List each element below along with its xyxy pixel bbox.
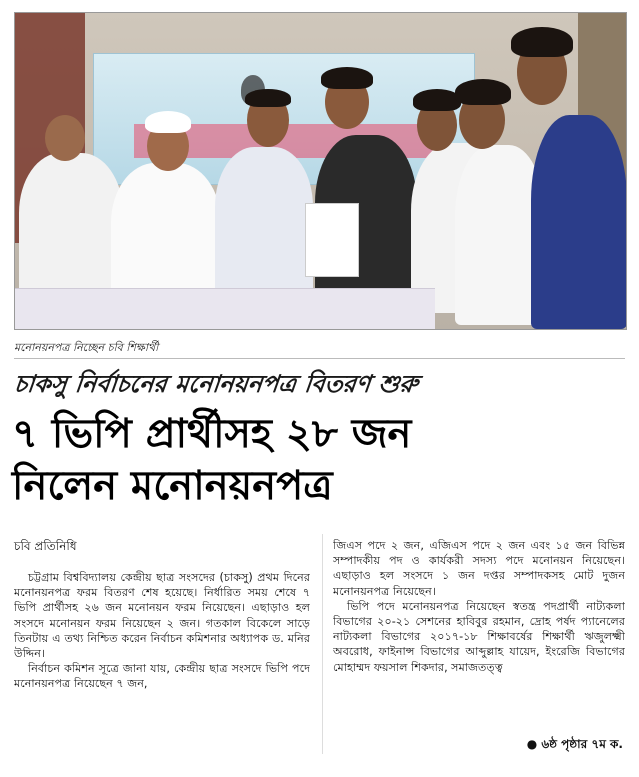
body-column-right [333,538,625,748]
divider [14,358,625,359]
body-paragraph: জিএস পদে ২ জন, এজিএস পদে ২ জন এবং ১৫ জন বিভিন্ন সম্পাদকীয় পদ ও কার্যকরী সদস্য পদে মনোনয়ন নিয়েছেন। এছাড়াও হল সংসদে ১ জন দপ্তর সম্পাদকসহ মোট দুজন মনোনয়নপত্র নিয়েছেন। [333,539,625,598]
photo-person [215,147,313,297]
photo-table [15,288,435,329]
continued-on-page: ● ৬ষ্ঠ পৃষ্ঠার ৭ম ক. [526,737,623,751]
photo-caption: মনোনয়নপত্র নিচ্ছেন চবি শিক্ষার্থী [14,341,159,354]
kicker-headline: চাকসু নির্বাচনের মনোনয়নপত্র বিতরণ শুরু [12,370,420,398]
body-column-left [14,570,310,770]
headline-line-1: ৭ ভিপি প্রার্থীসহ ২৮ জন [12,411,412,457]
headline-line-2: নিলেন মনোনয়নপত্র [12,463,333,509]
photo-person [531,115,627,329]
photo-person [19,153,123,303]
photo-nomination-paper [305,203,359,277]
news-photo [14,12,627,330]
byline: চবি প্রতিনিধি [14,539,77,553]
main-headline [12,408,627,512]
column-divider [322,534,323,754]
body-paragraph: ভিপি পদে মনোনয়নপত্র নিয়েছেন স্বতন্ত্র পদপ্রার্থী নাট্যকলা বিভাগের ২০-২১ সেশনের হাবিবুর রহমান, দ্রোহ পর্ষদ প্যানেলের নাট্যকলা বিভাগের ২০১৭-১৮ শিক্ষাবর্ষের শিক্ষার্থী ঋজুলক্ষ্মী অবরোধ, ফাইনান্স বিভাগের আব্দুল্লাহ যায়েদ, ইংরেজি বিভাগের মোহাম্মদ ফয়সাল শিকদার, সমাজতত্ত্ব [333,599,625,674]
body-paragraph: নির্বাচন কমিশন সূত্রে জানা যায়, কেন্দ্রীয় ছাত্র সংসদে ভিপি পদে মনোনয়নপত্র নিয়েছেন ৭ জন, [14,662,310,691]
body-paragraph: চট্টগ্রাম বিশ্ববিদ্যালয় কেন্দ্রীয় ছাত্র সংসদের (চাকসু) প্রথম দিনের মনোনয়নপত্র ফরম বিতরণ শেষ হয়েছে। নির্ধারিত সময় শেষে ৭ ভিপি প্রার্থীসহ ২৬ জন মনোনয়ন ফরম নিয়েছেন। এছাড়াও হল সংসদে মনোনয়ন ফরম নিয়েছেন ২ জন। গতকাল বিকেলে সাড়ে তিনটায় এ তথ্য নিশ্চিত করেন নির্বাচন কমিশনার অধ্যাপক ড. মনির উদ্দিন। [14,571,310,661]
